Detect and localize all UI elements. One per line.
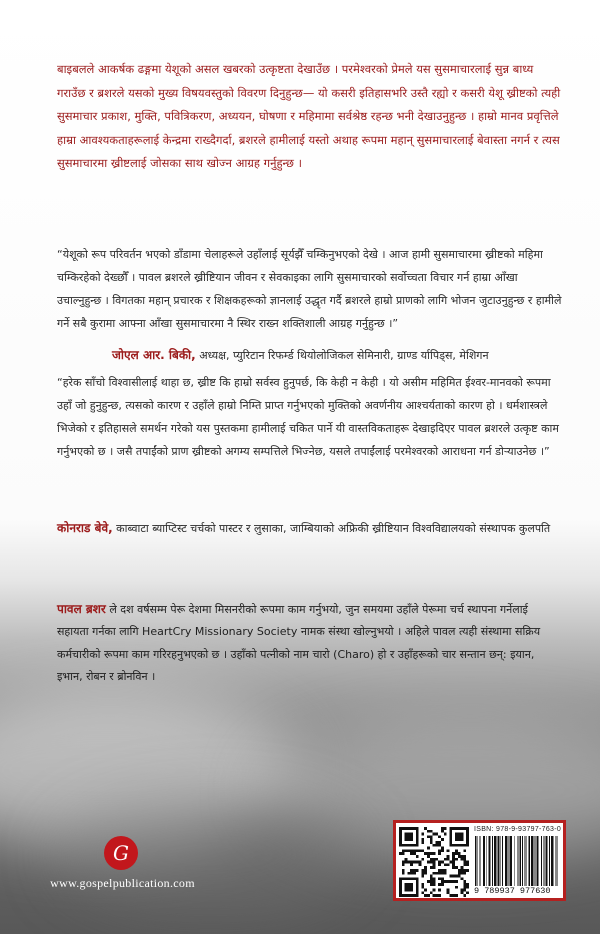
- barcode-number: 9 789937 977630: [474, 886, 551, 896]
- endorsement-attribution-2: [57, 519, 563, 538]
- endorser-name-2: कोनराड बेवे,: [57, 521, 113, 535]
- author-bio: [57, 598, 563, 689]
- endorser-title-1: अध्यक्ष, प्युरिटान रिफर्म्ड थियोलोजिकल सेमिनारी, ग्राण्ड र्यापिड्स, मेशिगन: [195, 349, 489, 362]
- endorsement-quote-2: “हरेक साँचो विश्वासीलाई थाहा छ, ख्रीष्ट कि हाम्रो सर्वस्व हुनुपर्छ, कि केही न केही । यो असीम महिमित ईश्वर-मानवको रूपमा उहाँ जो हुनुहुन्छ, त्यसको कारण र उहाँले हाम्रो निम्ति प्राप्त गर्नुभएको मुक्तिको अवर्णनीय आश्चर्यताको कारण हो । धर्मशास्त्रले भिजेको र इतिहासले समर्थन गरेको यस पुस्तकमा हामीलाई चकित पार्ने यी वास्तविकताहरू देखाइदिएर पावल ब्रशरले उत्कृष्ट काम गर्नुभएको छ । जसै तपाईंको प्राण ख्रीष्टको अगम्य सम्पत्तिले भिज्नेछ, यसले तपाईंलाई परमेश्वरको आराधना गर्न डोऱ्याउनेछ ।”: [57, 376, 559, 458]
- qr-code-icon: [399, 827, 469, 897]
- author-name: पावल ब्रशर: [57, 602, 106, 616]
- endorsement-quote-1: “येशूको रूप परिवर्तन भएको डाँडामा चेलाहरूले उहाँलाई सूर्यझैँ चम्किनुभएको देखे । आज हामी सुसमाचारमा ख्रीष्टको महिमा चम्किरहेको देख्छौँ । पावल ब्रशरले ख्रीष्टियान जीवन र सेवकाइका लागि सुसमाचारको सर्वोच्चता विचार गर्न हाम्रा आँखा उचाल्नुहुन्छ । विगतका महान् प्रचारक र शिक्षकहरूको ज्ञानलाई उद्धृत गर्दै ब्रशरले हाम्रो प्राणको लागि भोजन जुटाउनुहुन्छ र हामीले गर्ने सबै कुरामा आफ्ना आँखा सुसमाचारमा नै स्थिर राख्न शक्तिशाली आग्रह गर्नुहुन्छ ।”: [57, 248, 562, 330]
- endorser-title-2: काब्वाटा ब्याप्टिस्ट चर्चको पास्टर र लुसाका, जाम्बियाको अफ्रिकी ख्रीष्टियान विश्वविद्यालयको संस्थापक कुलपति: [112, 522, 551, 535]
- isbn-number: ISBN: 978-9-93797-763-0: [474, 826, 562, 833]
- endorsement-attribution-1: [112, 346, 572, 365]
- book-description: बाइबलले आकर्षक ढङ्गमा येशूको असल खबरको उत्कृष्टता देखाउँछ । परमेश्वरको प्रेमले यस सुसमाचारलाई सुन्न बाध्य गराउँछ र ब्रशरले यसको मुख्य विषयवस्तुको विवरण दिनुहुन्छ— यो कसरी इतिहासभरि उस्तै रह्यो र कसरी येशू ख्रीष्टको त्यही सुसमाचार प्रकाश, मुक्ति, पवित्रिकरण, अध्ययन, घोषणा र महिमामा सर्वश्रेष्ठ रहन्छ भनी देखाउनुहुन्छ । हाम्रो मानव प्रवृत्तिले हाम्रा आवश्यकताहरूलाई केन्द्रमा राख्दैगर्दा, ब्रशरले हामीलाई यस्तो अथाह रूपमा महान् सुसमाचारलाई बेवास्ता नगर्न र त्यस सुसमाचारमा ख्रीष्टलाई जोसका साथ खोज्न आग्रह गर्नुहुन्छ ।: [57, 62, 561, 171]
- endorser-name-1: जोएल आर. बिकी,: [112, 348, 196, 362]
- publisher-website: www.gospelpublication.com: [50, 876, 195, 890]
- publisher-logo-icon: G: [104, 836, 138, 870]
- isbn-barcode-box: [393, 820, 566, 901]
- barcode-icon: [474, 836, 560, 886]
- author-bio-text: ले दश वर्षसम्म पेरू देशमा मिसनरीको रूपमा काम गर्नुभयो, जुन समयमा उहाँले पेरूमा चर्च स्थापना गर्नेलाई सहायता गर्नका लागि HeartCry Missionary Society नामक संस्था खोल्नुभयो । अहिले पावल त्यही संस्थामा सक्रिय कर्मचारीको रूपमा काम गरिरहनुभएको छ । उहाँको पत्नीको नाम चारो (Charo) हो र उहाँहरूको चार सन्तान छन्: इयान, इभान, रोबन र ब्रोनविन ।: [57, 603, 541, 684]
